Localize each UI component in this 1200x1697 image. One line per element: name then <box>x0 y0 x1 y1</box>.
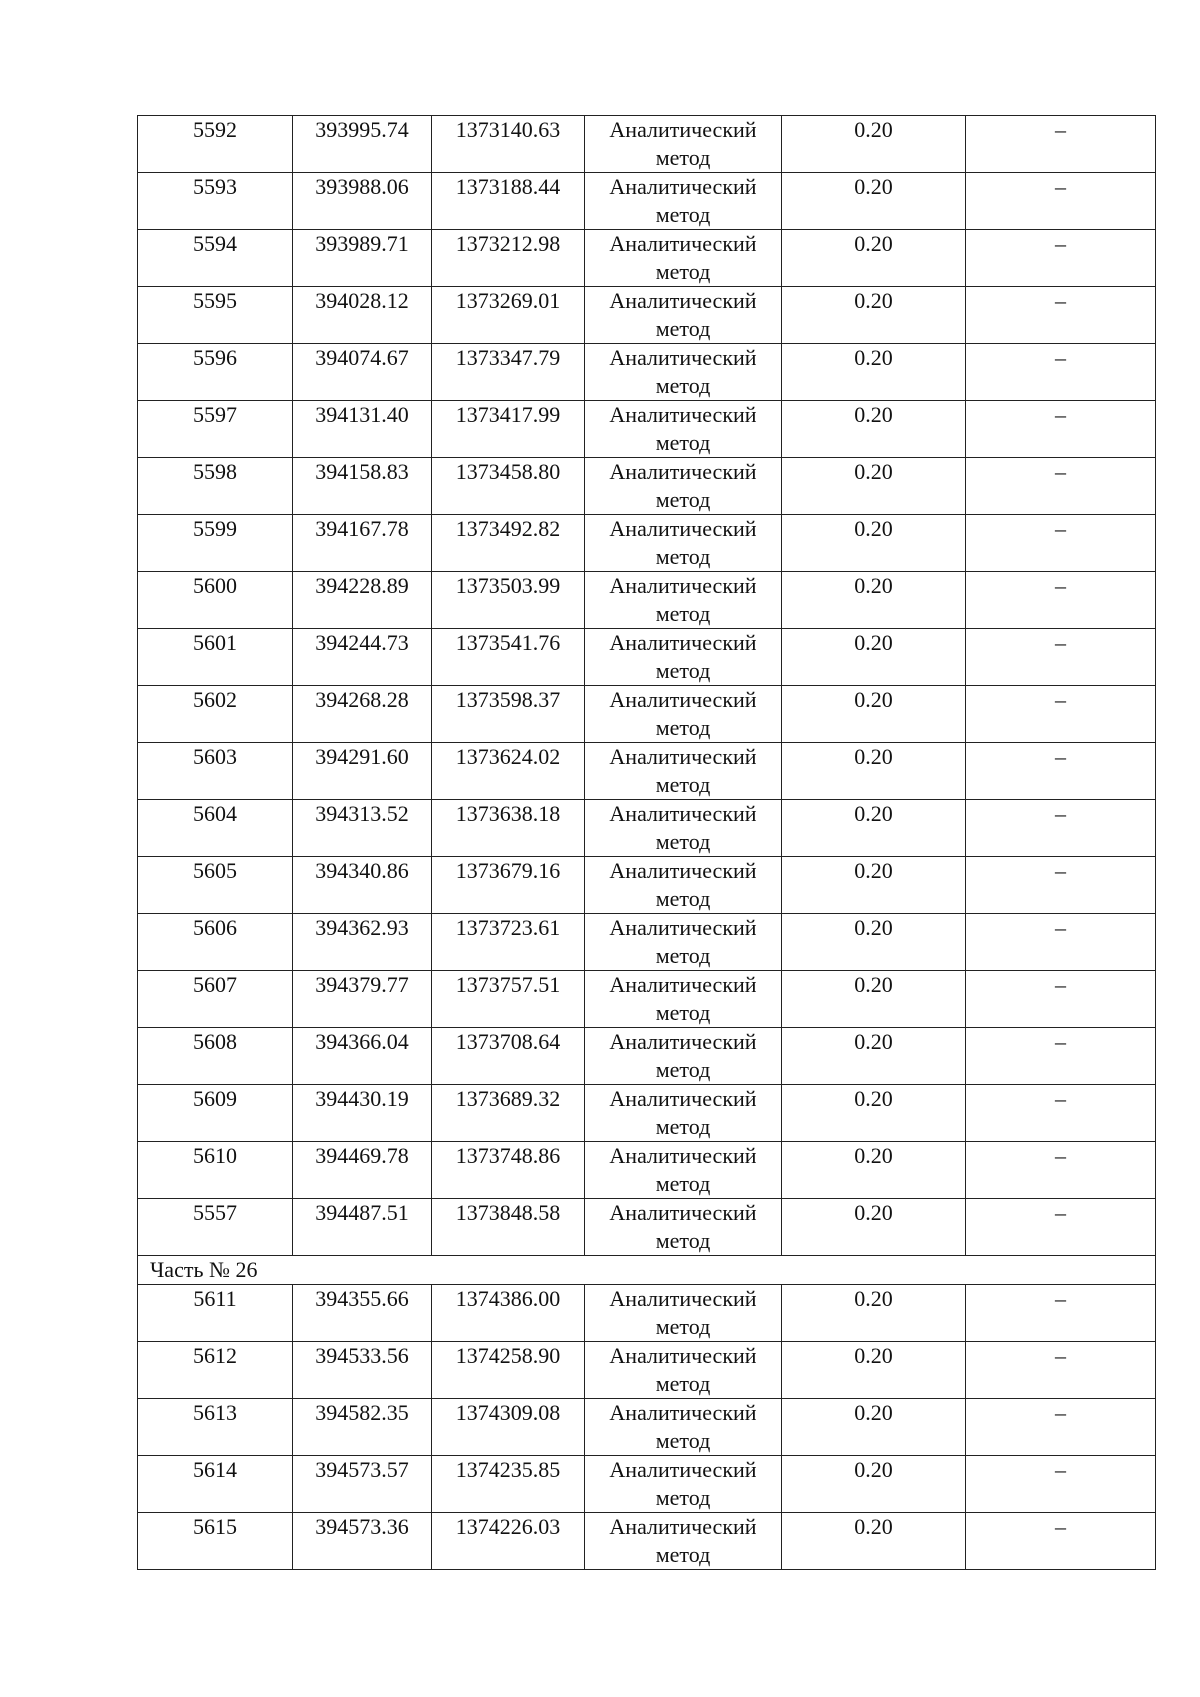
y-coordinate-cell: 1373689.32 <box>432 1085 585 1142</box>
x-coordinate-cell: 394573.57 <box>293 1456 432 1513</box>
accuracy-cell: 0.20 <box>782 1513 966 1570</box>
x-coordinate-cell: 394366.04 <box>293 1028 432 1085</box>
table-row <box>138 629 1156 686</box>
method-text: Аналитический метод <box>609 1286 757 1339</box>
table-row <box>138 572 1156 629</box>
y-coordinate-cell: 1373188.44 <box>432 173 585 230</box>
method-cell <box>585 1142 782 1199</box>
method-cell <box>585 914 782 971</box>
method-cell <box>585 401 782 458</box>
accuracy-cell: 0.20 <box>782 1028 966 1085</box>
note-cell: – <box>966 1028 1156 1085</box>
table-row <box>138 515 1156 572</box>
accuracy-cell: 0.20 <box>782 743 966 800</box>
method-cell <box>585 1285 782 1342</box>
point-number-cell: 5601 <box>138 629 293 686</box>
point-number-cell: 5615 <box>138 1513 293 1570</box>
point-number-cell: 5596 <box>138 344 293 401</box>
method-text: Аналитический метод <box>609 801 757 854</box>
table-row <box>138 743 1156 800</box>
table-row <box>138 1342 1156 1399</box>
method-text: Аналитический метод <box>609 117 757 170</box>
accuracy-cell: 0.20 <box>782 971 966 1028</box>
x-coordinate-cell: 394167.78 <box>293 515 432 572</box>
table-row <box>138 173 1156 230</box>
method-text: Аналитический метод <box>609 1343 757 1396</box>
note-cell: – <box>966 800 1156 857</box>
note-cell: – <box>966 173 1156 230</box>
table-row <box>138 230 1156 287</box>
y-coordinate-cell: 1373598.37 <box>432 686 585 743</box>
note-cell: – <box>966 1399 1156 1456</box>
method-cell <box>585 572 782 629</box>
method-text: Аналитический метод <box>609 744 757 797</box>
x-coordinate-cell: 394573.36 <box>293 1513 432 1570</box>
note-cell: – <box>966 116 1156 173</box>
method-text: Аналитический метод <box>609 1200 757 1253</box>
point-number-cell: 5593 <box>138 173 293 230</box>
accuracy-cell: 0.20 <box>782 686 966 743</box>
point-number-cell: 5594 <box>138 230 293 287</box>
method-cell <box>585 458 782 515</box>
x-coordinate-cell: 394487.51 <box>293 1199 432 1256</box>
point-number-cell: 5597 <box>138 401 293 458</box>
method-cell <box>585 629 782 686</box>
note-cell: – <box>966 230 1156 287</box>
method-cell <box>585 287 782 344</box>
accuracy-cell: 0.20 <box>782 857 966 914</box>
accuracy-cell: 0.20 <box>782 287 966 344</box>
note-cell: – <box>966 344 1156 401</box>
x-coordinate-cell: 394268.28 <box>293 686 432 743</box>
y-coordinate-cell: 1373679.16 <box>432 857 585 914</box>
table-row <box>138 1513 1156 1570</box>
x-coordinate-cell: 394582.35 <box>293 1399 432 1456</box>
accuracy-cell: 0.20 <box>782 1342 966 1399</box>
table-row <box>138 1456 1156 1513</box>
note-cell: – <box>966 287 1156 344</box>
method-cell <box>585 173 782 230</box>
x-coordinate-cell: 394028.12 <box>293 287 432 344</box>
y-coordinate-cell: 1373347.79 <box>432 344 585 401</box>
y-coordinate-cell: 1373417.99 <box>432 401 585 458</box>
method-text: Аналитический метод <box>609 516 757 569</box>
point-number-cell: 5595 <box>138 287 293 344</box>
x-coordinate-cell: 394362.93 <box>293 914 432 971</box>
x-coordinate-cell: 394379.77 <box>293 971 432 1028</box>
table-row <box>138 458 1156 515</box>
table-row <box>138 1028 1156 1085</box>
y-coordinate-cell: 1373541.76 <box>432 629 585 686</box>
note-cell: – <box>966 401 1156 458</box>
y-coordinate-cell: 1374235.85 <box>432 1456 585 1513</box>
x-coordinate-cell: 394131.40 <box>293 401 432 458</box>
method-cell <box>585 1028 782 1085</box>
table-row <box>138 116 1156 173</box>
method-cell <box>585 857 782 914</box>
section-row <box>138 1256 1156 1285</box>
accuracy-cell: 0.20 <box>782 116 966 173</box>
point-number-cell: 5609 <box>138 1085 293 1142</box>
method-text: Аналитический метод <box>609 858 757 911</box>
x-coordinate-cell: 393995.74 <box>293 116 432 173</box>
accuracy-cell: 0.20 <box>782 1399 966 1456</box>
point-number-cell: 5610 <box>138 1142 293 1199</box>
method-text: Аналитический метод <box>609 231 757 284</box>
point-number-cell: 5604 <box>138 800 293 857</box>
y-coordinate-cell: 1373212.98 <box>432 230 585 287</box>
method-text: Аналитический метод <box>609 402 757 455</box>
note-cell: – <box>966 629 1156 686</box>
method-cell <box>585 971 782 1028</box>
y-coordinate-cell: 1374258.90 <box>432 1342 585 1399</box>
accuracy-cell: 0.20 <box>782 344 966 401</box>
accuracy-cell: 0.20 <box>782 629 966 686</box>
table-row <box>138 1085 1156 1142</box>
accuracy-cell: 0.20 <box>782 1456 966 1513</box>
method-text: Аналитический метод <box>609 1457 757 1510</box>
x-coordinate-cell: 394340.86 <box>293 857 432 914</box>
note-cell: – <box>966 1456 1156 1513</box>
y-coordinate-cell: 1373723.61 <box>432 914 585 971</box>
method-text: Аналитический метод <box>609 1400 757 1453</box>
point-number-cell: 5600 <box>138 572 293 629</box>
accuracy-cell: 0.20 <box>782 1142 966 1199</box>
table-row <box>138 1285 1156 1342</box>
method-text: Аналитический метод <box>609 1514 757 1567</box>
accuracy-cell: 0.20 <box>782 1199 966 1256</box>
method-cell <box>585 1399 782 1456</box>
x-coordinate-cell: 394291.60 <box>293 743 432 800</box>
x-coordinate-cell: 393989.71 <box>293 230 432 287</box>
table-row <box>138 857 1156 914</box>
note-cell: – <box>966 1513 1156 1570</box>
y-coordinate-cell: 1373492.82 <box>432 515 585 572</box>
coordinates-table <box>137 115 1156 1570</box>
method-cell <box>585 1456 782 1513</box>
note-cell: – <box>966 857 1156 914</box>
y-coordinate-cell: 1373140.63 <box>432 116 585 173</box>
y-coordinate-cell: 1374226.03 <box>432 1513 585 1570</box>
y-coordinate-cell: 1374309.08 <box>432 1399 585 1456</box>
y-coordinate-cell: 1373269.01 <box>432 287 585 344</box>
point-number-cell: 5592 <box>138 116 293 173</box>
note-cell: – <box>966 515 1156 572</box>
x-coordinate-cell: 394469.78 <box>293 1142 432 1199</box>
note-cell: – <box>966 1142 1156 1199</box>
y-coordinate-cell: 1374386.00 <box>432 1285 585 1342</box>
method-cell <box>585 116 782 173</box>
point-number-cell: 5557 <box>138 1199 293 1256</box>
y-coordinate-cell: 1373638.18 <box>432 800 585 857</box>
x-coordinate-cell: 394244.73 <box>293 629 432 686</box>
accuracy-cell: 0.20 <box>782 515 966 572</box>
x-coordinate-cell: 394533.56 <box>293 1342 432 1399</box>
table-row <box>138 971 1156 1028</box>
y-coordinate-cell: 1373503.99 <box>432 572 585 629</box>
x-coordinate-cell: 394158.83 <box>293 458 432 515</box>
method-text: Аналитический метод <box>609 687 757 740</box>
accuracy-cell: 0.20 <box>782 1085 966 1142</box>
y-coordinate-cell: 1373624.02 <box>432 743 585 800</box>
table-body <box>138 116 1156 1570</box>
accuracy-cell: 0.20 <box>782 458 966 515</box>
method-cell <box>585 344 782 401</box>
method-cell <box>585 1342 782 1399</box>
note-cell: – <box>966 458 1156 515</box>
method-text: Аналитический метод <box>609 1143 757 1196</box>
point-number-cell: 5613 <box>138 1399 293 1456</box>
point-number-cell: 5611 <box>138 1285 293 1342</box>
table-row <box>138 686 1156 743</box>
note-cell: – <box>966 743 1156 800</box>
table-row <box>138 800 1156 857</box>
table-row <box>138 1199 1156 1256</box>
y-coordinate-cell: 1373708.64 <box>432 1028 585 1085</box>
point-number-cell: 5606 <box>138 914 293 971</box>
accuracy-cell: 0.20 <box>782 914 966 971</box>
method-text: Аналитический метод <box>609 288 757 341</box>
note-cell: – <box>966 686 1156 743</box>
point-number-cell: 5608 <box>138 1028 293 1085</box>
table-row <box>138 287 1156 344</box>
x-coordinate-cell: 393988.06 <box>293 173 432 230</box>
point-number-cell: 5607 <box>138 971 293 1028</box>
y-coordinate-cell: 1373748.86 <box>432 1142 585 1199</box>
method-text: Аналитический метод <box>609 573 757 626</box>
method-cell <box>585 230 782 287</box>
method-text: Аналитический метод <box>609 345 757 398</box>
x-coordinate-cell: 394355.66 <box>293 1285 432 1342</box>
point-number-cell: 5599 <box>138 515 293 572</box>
method-cell <box>585 800 782 857</box>
table-row <box>138 401 1156 458</box>
y-coordinate-cell: 1373757.51 <box>432 971 585 1028</box>
method-cell <box>585 1513 782 1570</box>
accuracy-cell: 0.20 <box>782 800 966 857</box>
point-number-cell: 5598 <box>138 458 293 515</box>
section-label: Часть № 26 <box>138 1256 1156 1285</box>
method-text: Аналитический метод <box>609 1086 757 1139</box>
table-row <box>138 914 1156 971</box>
note-cell: – <box>966 1285 1156 1342</box>
method-cell <box>585 686 782 743</box>
point-number-cell: 5603 <box>138 743 293 800</box>
point-number-cell: 5605 <box>138 857 293 914</box>
x-coordinate-cell: 394228.89 <box>293 572 432 629</box>
note-cell: – <box>966 971 1156 1028</box>
point-number-cell: 5612 <box>138 1342 293 1399</box>
table-row <box>138 344 1156 401</box>
method-text: Аналитический метод <box>609 915 757 968</box>
accuracy-cell: 0.20 <box>782 1285 966 1342</box>
method-text: Аналитический метод <box>609 972 757 1025</box>
note-cell: – <box>966 1199 1156 1256</box>
method-text: Аналитический метод <box>609 459 757 512</box>
method-text: Аналитический метод <box>609 1029 757 1082</box>
accuracy-cell: 0.20 <box>782 572 966 629</box>
x-coordinate-cell: 394313.52 <box>293 800 432 857</box>
note-cell: – <box>966 1085 1156 1142</box>
method-text: Аналитический метод <box>609 174 757 227</box>
method-cell <box>585 515 782 572</box>
note-cell: – <box>966 572 1156 629</box>
method-cell <box>585 1085 782 1142</box>
note-cell: – <box>966 1342 1156 1399</box>
x-coordinate-cell: 394074.67 <box>293 344 432 401</box>
y-coordinate-cell: 1373848.58 <box>432 1199 585 1256</box>
y-coordinate-cell: 1373458.80 <box>432 458 585 515</box>
note-cell: – <box>966 914 1156 971</box>
method-text: Аналитический метод <box>609 630 757 683</box>
x-coordinate-cell: 394430.19 <box>293 1085 432 1142</box>
point-number-cell: 5602 <box>138 686 293 743</box>
table-row <box>138 1399 1156 1456</box>
method-cell <box>585 743 782 800</box>
accuracy-cell: 0.20 <box>782 401 966 458</box>
method-cell <box>585 1199 782 1256</box>
accuracy-cell: 0.20 <box>782 173 966 230</box>
accuracy-cell: 0.20 <box>782 230 966 287</box>
table-row <box>138 1142 1156 1199</box>
point-number-cell: 5614 <box>138 1456 293 1513</box>
